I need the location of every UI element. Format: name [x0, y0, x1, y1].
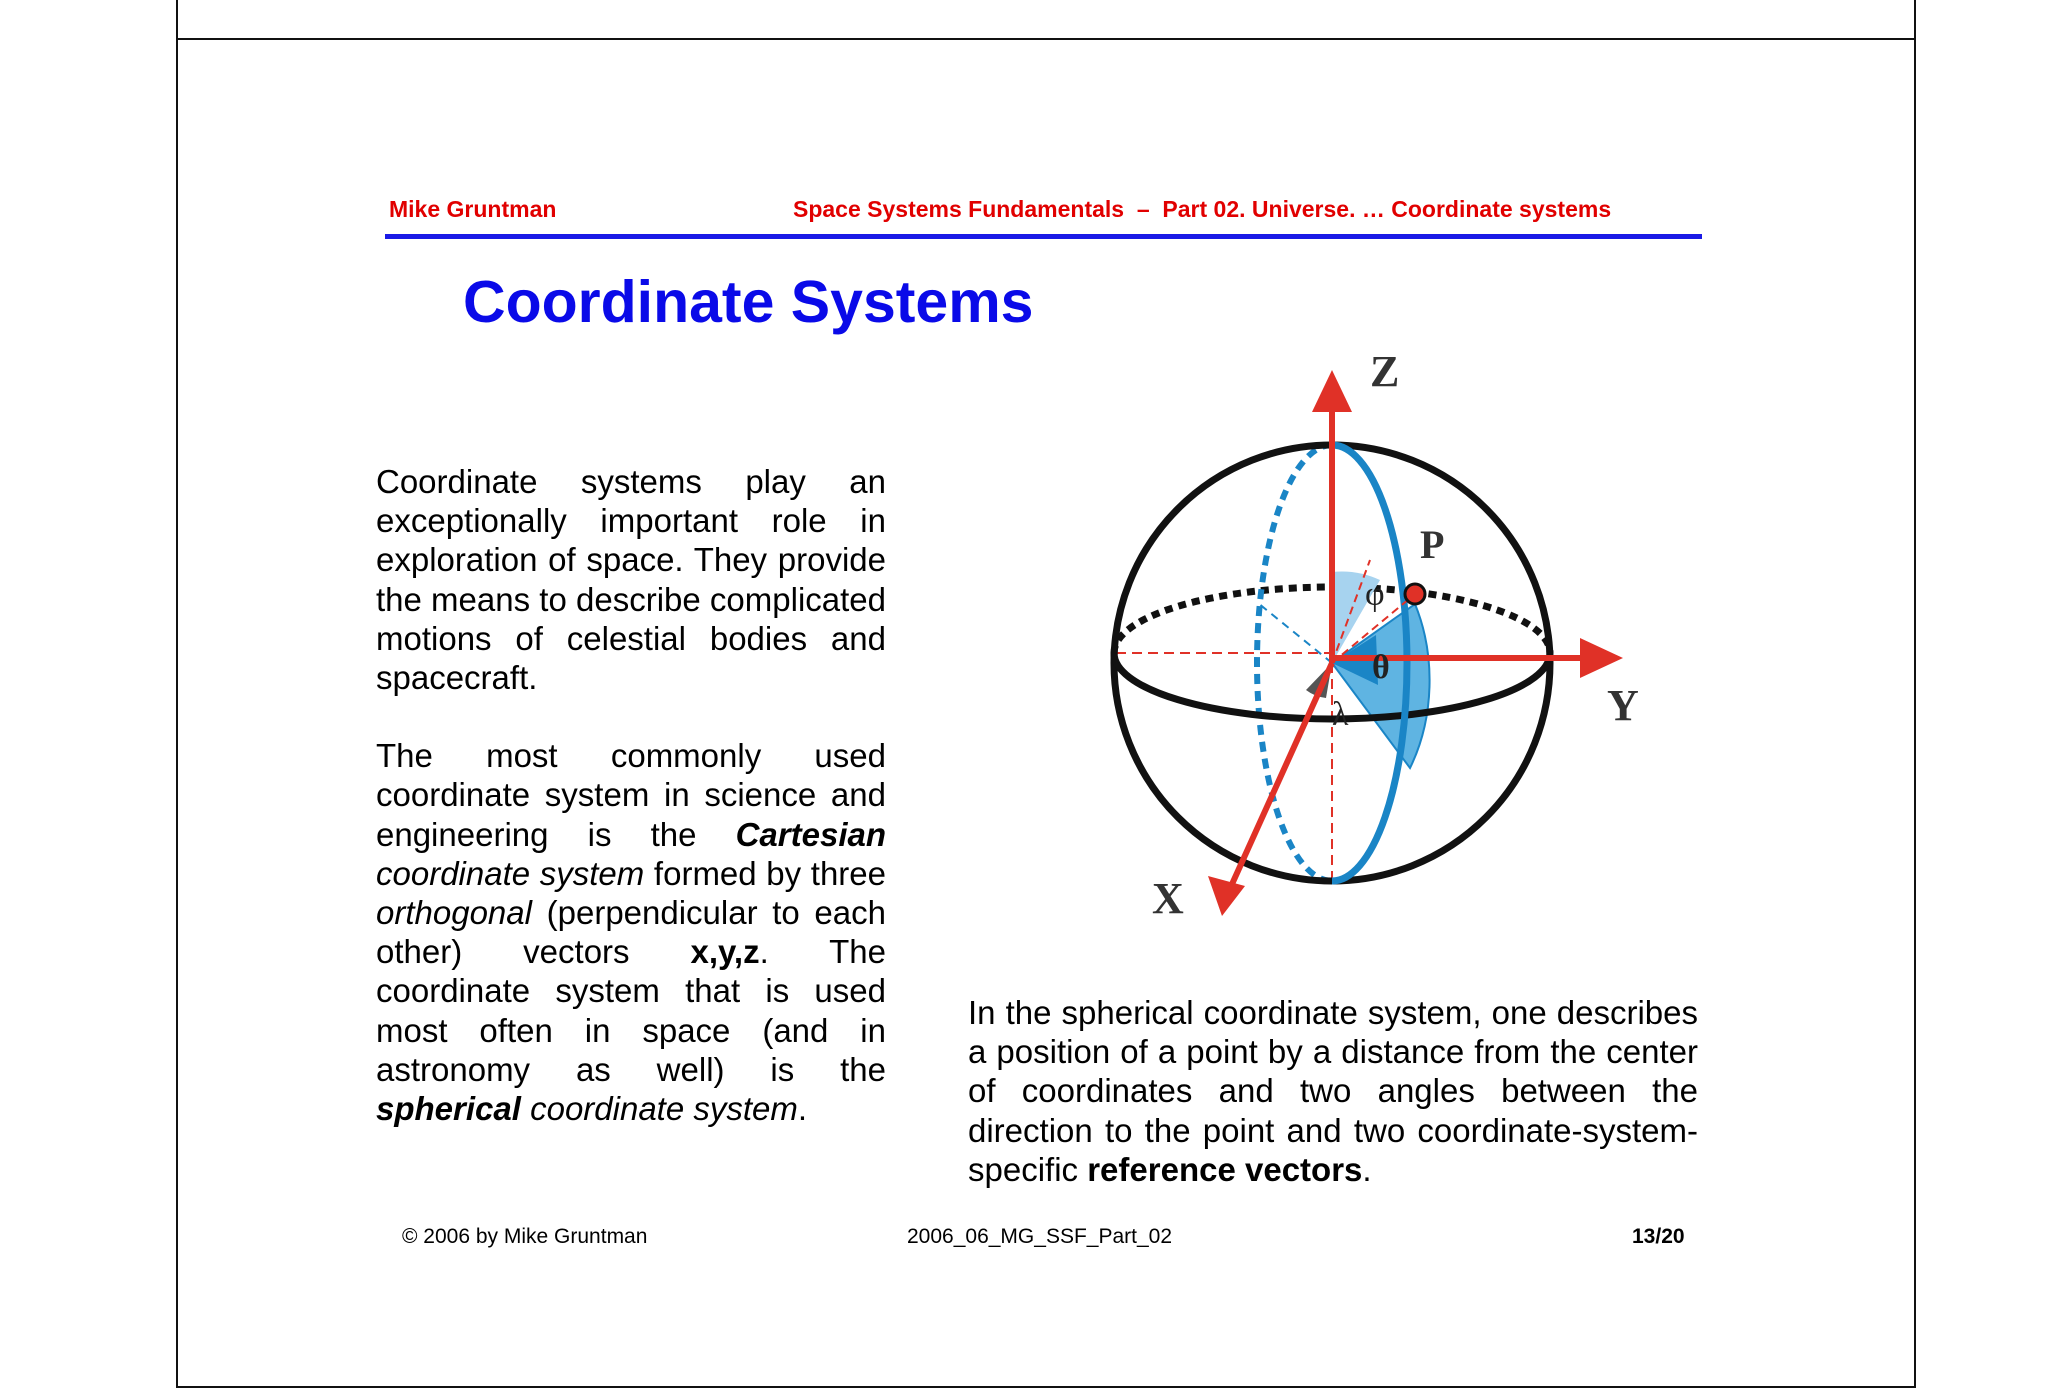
term-reference-vectors: reference vectors [1087, 1150, 1363, 1188]
header-course-title: Space Systems Fundamentals – Part 02. Universe. … Coordinate systems [793, 196, 1612, 222]
header-divider [385, 234, 1702, 239]
term-spherical: spherical [376, 1090, 521, 1128]
top-border [176, 38, 1914, 40]
z-axis-arrowhead [1312, 370, 1352, 412]
footer-copyright: © 2006 by Mike Gruntman [402, 1225, 648, 1248]
right-text-column [968, 993, 1698, 1189]
header-author: Mike Gruntman [389, 196, 557, 222]
angle-phi-label: φ [1365, 576, 1385, 613]
term-cartesian: Cartesian [735, 815, 886, 853]
paragraph-intro: Coordinate systems play an exceptionally important role in exploration of space. They provide the means to describe complicated motions of celestial bodies and spacecraft. [376, 463, 886, 697]
left-text-column [376, 462, 886, 1128]
y-axis-arrowhead [1580, 638, 1623, 678]
angle-lambda-label: λ [1332, 696, 1349, 733]
slide-title: Coordinate Systems [463, 269, 1034, 335]
spherical-coordinates-diagram [1080, 340, 1640, 930]
x-axis-arrowhead [1208, 876, 1245, 916]
meridian-back [1257, 445, 1332, 881]
axis-y-label: Y [1607, 681, 1639, 730]
paragraph-spherical: In the spherical coordinate system, one describes a position of a point by a distance from the center of coordinates and two angles between the direction to the point and two coordinate-system-specific reference vectors. [968, 994, 1698, 1188]
axis-x-label: X [1152, 874, 1184, 923]
term-orthogonal: orthogonal [376, 894, 532, 932]
axis-z-label: Z [1370, 347, 1400, 396]
term-xyz: x,y,z [690, 933, 760, 971]
paragraph-cartesian: The most commonly used coordinate system in science and engineering is the Cartesian coordinate system formed by three orthogonal (perpendicular to each other) vectors x,y,z. The coordinate system that is used most often in space (and in astronomy as well) is the spherical coordinate system. [376, 737, 887, 1128]
point-p-label: P [1420, 522, 1445, 567]
footer-page-number: 13/20 [1632, 1225, 1685, 1248]
point-p-marker [1405, 584, 1425, 604]
angle-theta-label: θ [1372, 649, 1390, 686]
x-axis [1228, 663, 1332, 893]
footer-file-code: 2006_06_MG_SSF_Part_02 [907, 1225, 1173, 1248]
